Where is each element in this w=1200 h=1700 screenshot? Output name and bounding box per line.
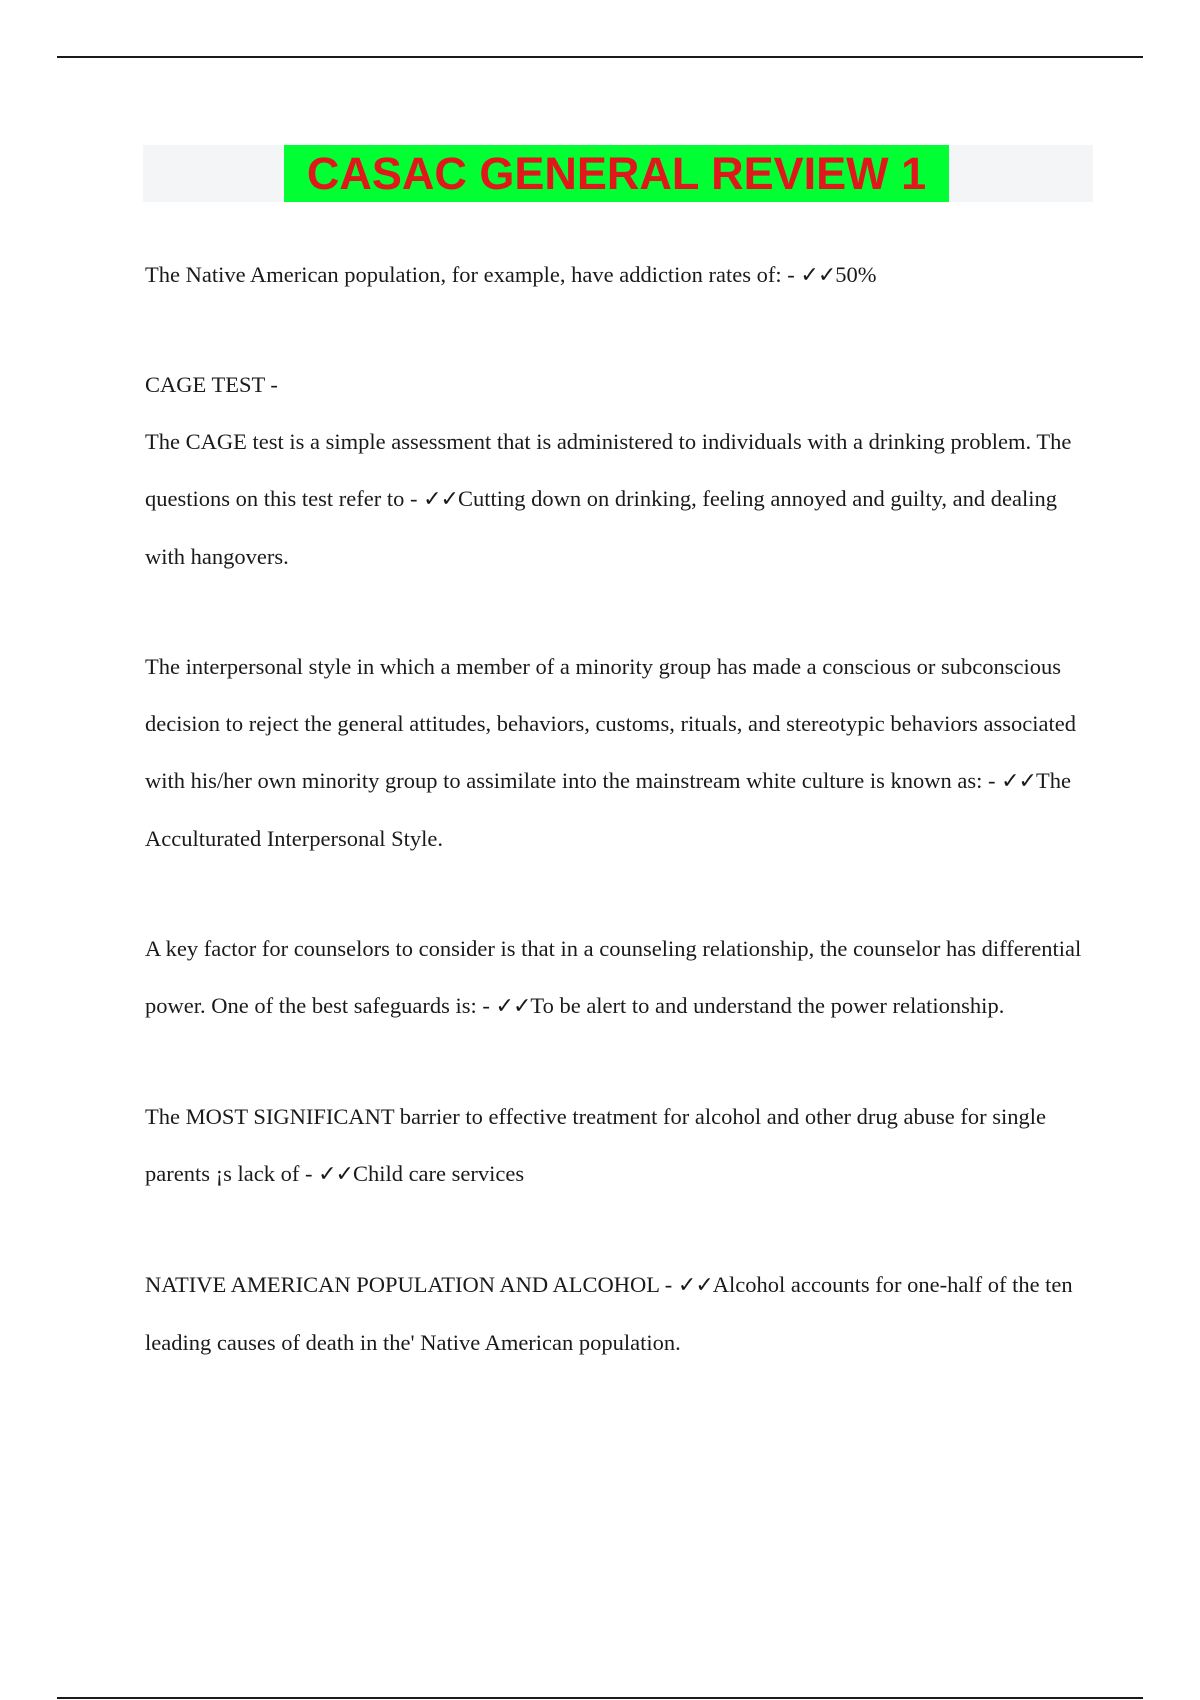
answer-text: Child care services [352, 1161, 525, 1186]
document-body [145, 246, 1100, 1371]
answer-text: Alcohol accounts for one-half of the ten leading causes of death in the' Native American population. [145, 1272, 1073, 1355]
qa-item-2 [145, 356, 1100, 585]
double-check-icon: ✓✓ [318, 1162, 353, 1187]
qa-item-1 [145, 246, 1100, 304]
answer-text: 50% [835, 262, 877, 287]
double-check-icon: ✓✓ [495, 994, 531, 1019]
qa-body [145, 413, 1100, 585]
qa-item-5 [145, 1088, 1100, 1203]
qa-item-6 [145, 1256, 1100, 1371]
double-check-icon: ✓✓ [800, 263, 836, 288]
qa-item-3 [145, 638, 1100, 867]
question-text: The interpersonal style in which a member of a minority group has made a conscious or subconscious decision to reject the general attitudes, behaviors, customs, rituals, and stereotypic behaviors associated with his/her own minority group to assimilate into the mainstream white culture is known as: - [145, 654, 1076, 793]
question-text: NATIVE AMERICAN POPULATION AND ALCOHOL - [145, 1272, 673, 1297]
question-text: The CAGE test is a simple assessment that is administered to individuals with a drinking problem. The questions on this test refer to - [145, 429, 1072, 511]
question-text: The Native American population, for example, have addiction rates of: - [145, 262, 795, 287]
top-rule [57, 56, 1143, 58]
bottom-rule [57, 1697, 1143, 1699]
double-check-icon: ✓✓ [1001, 769, 1036, 794]
section-heading: CAGE TEST - [145, 372, 278, 397]
question-text: The MOST SIGNIFICANT barrier to effective treatment for alcohol and other drug abuse for single parents ¡s lack of - [145, 1104, 1046, 1186]
question-text: A key factor for counselors to consider is that in a counseling relationship, the counselor has differential power. One of the best safeguards is: - [145, 936, 1082, 1018]
double-check-icon: ✓✓ [677, 1273, 713, 1298]
double-check-icon: ✓✓ [423, 487, 458, 512]
answer-text: To be alert to and understand the power relationship. [530, 993, 1005, 1018]
answer-text: The Acculturated Interpersonal Style. [145, 768, 1071, 851]
answer-text: Cutting down on drinking, feeling annoyed and guilty, and dealing with hangovers. [145, 486, 1058, 569]
qa-item-4 [145, 920, 1100, 1035]
document-title: CASAC GENERAL REVIEW 1 [284, 145, 949, 202]
